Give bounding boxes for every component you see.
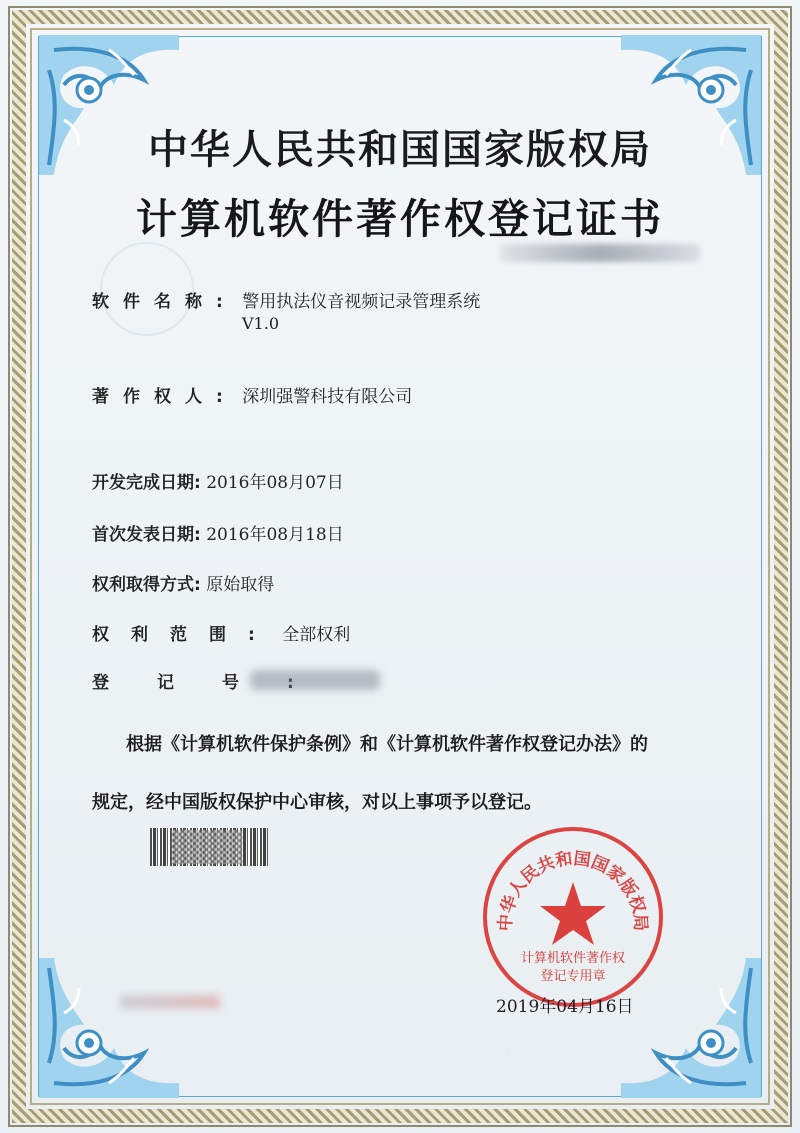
bottom-left-redacted <box>120 995 220 1009</box>
issue-date: 2019年04月16日 <box>496 997 634 1017</box>
seal-ring-text: 中华人民共和国国家版权局 <box>495 848 651 932</box>
seal-center-line2: 登记专用章 <box>540 969 606 984</box>
issuer-title: 中华人民共和国国家版权局 <box>148 127 652 173</box>
certificate-title: 计算机软件著作权登记证书 <box>136 195 664 243</box>
dev-complete-date-label: 开发完成日期: <box>92 473 201 493</box>
seal-center-line1: 计算机软件著作权 <box>520 951 626 966</box>
copyright-owner-value: 深圳强警科技有限公司 <box>242 387 413 407</box>
qr-code-redacted <box>172 830 242 864</box>
software-name-value: 警用执法仪音视频记录管理系统 <box>242 292 481 312</box>
dev-complete-date-value: 2016年08月07日 <box>206 473 344 493</box>
software-name-label: 软件名称: <box>92 292 237 312</box>
field-rights-scope <box>92 620 350 645</box>
acquire-method-value: 原始取得 <box>206 575 275 595</box>
registration-number-redacted <box>250 670 380 690</box>
official-seal <box>478 822 668 1012</box>
rights-scope-label: 权利范围: <box>92 625 277 645</box>
certificate-number-redacted <box>500 244 700 262</box>
corner-ornament-bottom-left <box>34 953 184 1103</box>
first-publish-date-value: 2016年08月18日 <box>206 525 344 545</box>
field-first-publish-date <box>92 520 344 545</box>
first-publish-date-label: 首次发表日期: <box>92 525 201 545</box>
acquire-method-label: 权利取得方式: <box>92 575 201 595</box>
registration-number-label: 登记号: <box>92 673 342 693</box>
copyright-owner-label: 著作权人: <box>92 387 237 407</box>
statement-line-1: 根据《计算机软件保护条例》和《计算机软件著作权登记办法》的 <box>126 734 648 755</box>
field-acquire-method <box>92 570 274 595</box>
rights-scope-value: 全部权利 <box>282 625 351 645</box>
field-software-name <box>92 287 480 312</box>
statement-paragraph <box>92 716 732 832</box>
field-copyright-owner <box>92 382 412 407</box>
statement-line-2: 规定，经中国版权保护中心审核，对以上事项予以登记。 <box>92 792 542 813</box>
software-version: V1.0 <box>242 314 279 333</box>
field-dev-complete-date <box>92 468 344 493</box>
